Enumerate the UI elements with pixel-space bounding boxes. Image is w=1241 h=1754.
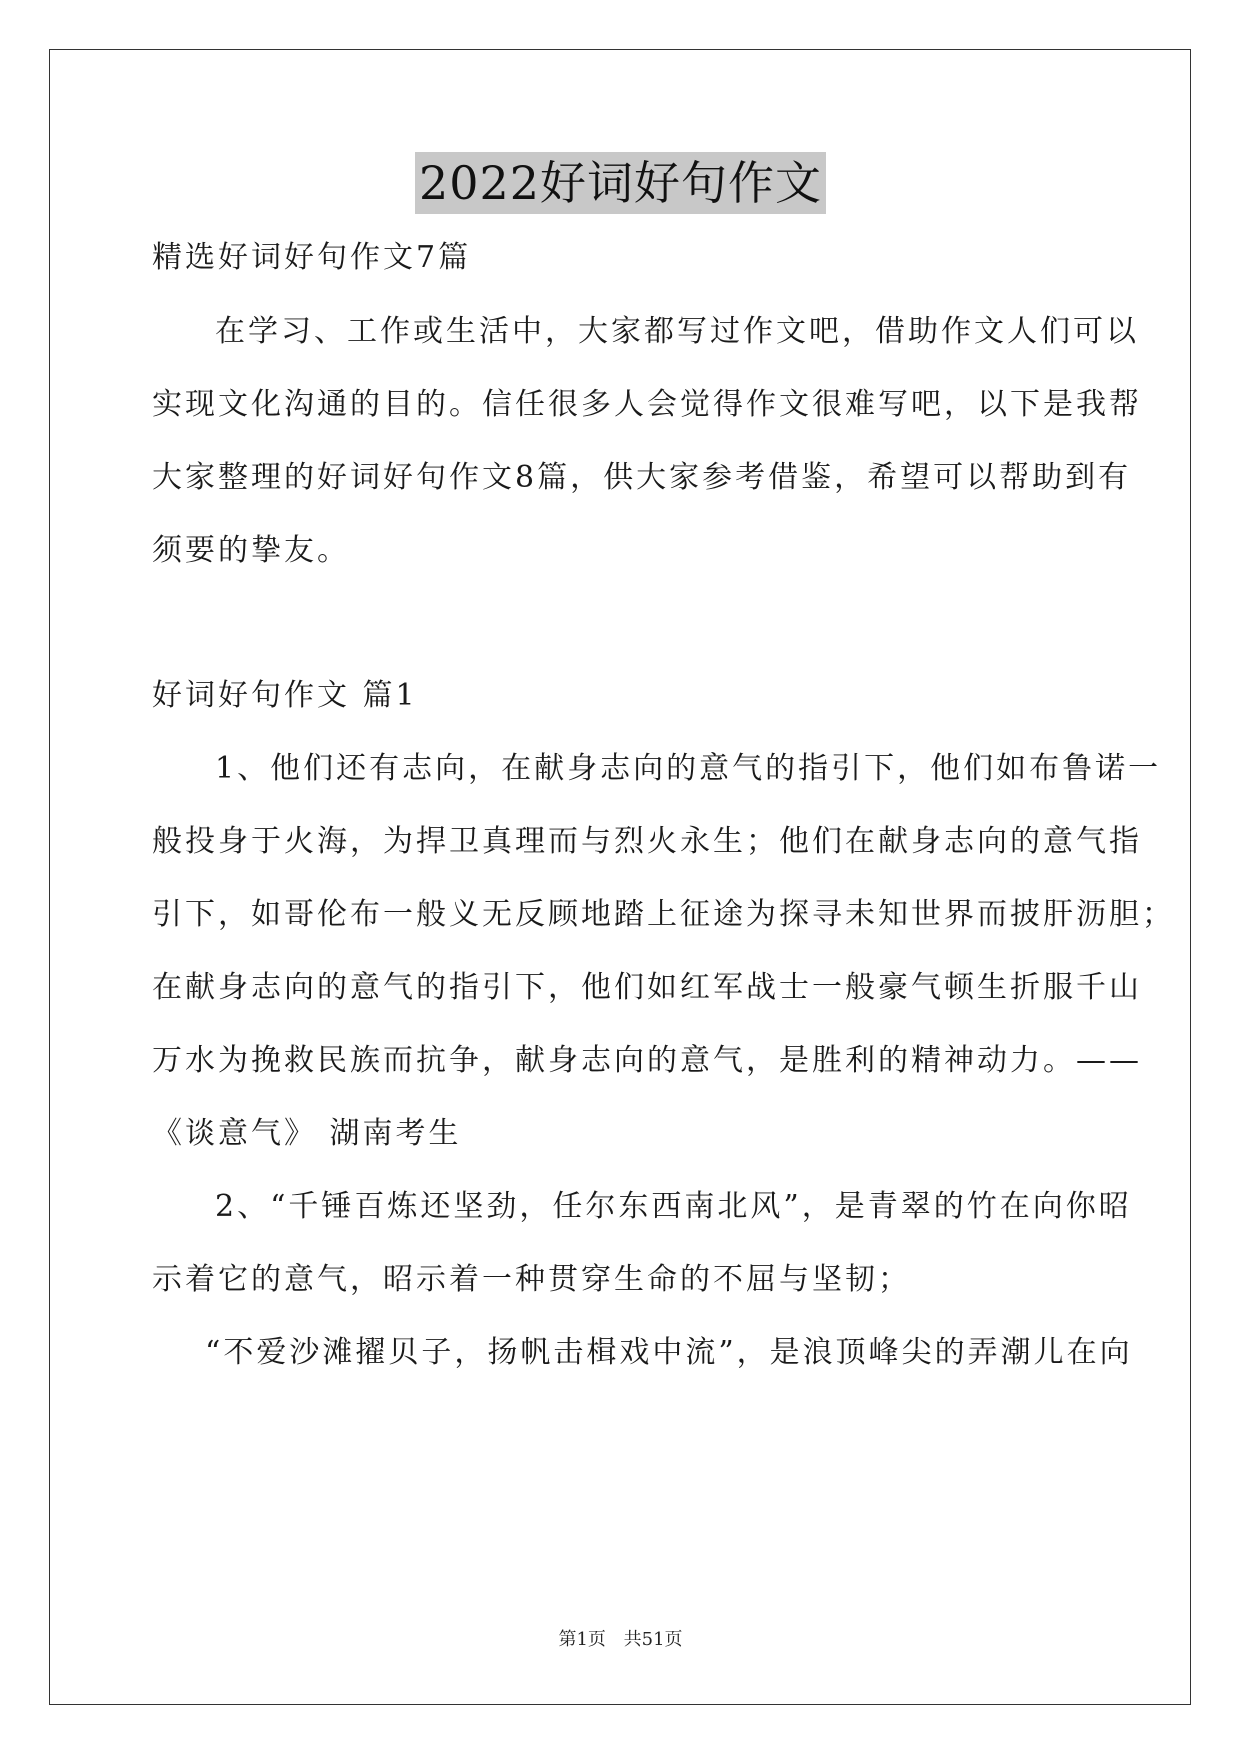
item2-line-2: 示着它的意气，昭示着一种贯穿生命的不屈与坚韧；: [152, 1262, 911, 1297]
item2-line-3: “不爱沙滩擢贝子，扬帆击楫戏中流”，是浪顶峰尖的弄潮儿在向: [205, 1335, 1133, 1370]
section-heading: 好词好句作文 篇1: [152, 678, 418, 713]
item1-line-6: 《谈意气》 湖南考生: [152, 1116, 462, 1151]
document-subtitle: 精选好词好句作文7篇: [152, 240, 472, 275]
item1-line-3: 引下，如哥伦布一般义无反顾地踏上征途为探寻未知世界而披肝沥胆；: [152, 897, 1175, 932]
item2-line-1: 2、“千锤百炼还坚劲，任尔东西南北风”，是青翠的竹在向你昭: [215, 1189, 1132, 1224]
intro-line-4: 须要的挚友。: [152, 533, 350, 568]
title-container: [0, 152, 1241, 214]
page-footer: [0, 1628, 1241, 1652]
intro-line-3: 大家整理的好词好句作文8篇，供大家参考借鉴，希望可以帮助到有: [152, 460, 1132, 495]
page-border: [49, 49, 1191, 1705]
item1-line-2: 般投身于火海，为捍卫真理而与烈火永生；他们在献身志向的意气指: [152, 824, 1142, 859]
document-title: 2022好词好句作文: [415, 152, 826, 214]
intro-line-1: 在学习、工作或生活中，大家都写过作文吧，借助作文人们可以: [215, 314, 1139, 349]
page-number: 第1页: [558, 1629, 606, 1650]
page-total: 共51页: [623, 1629, 683, 1650]
item1-line-4: 在献身志向的意气的指引下，他们如红军战士一般豪气顿生折服千山: [152, 970, 1142, 1005]
item1-line-5: 万水为挽救民族而抗争，献身志向的意气，是胜利的精神动力。——: [152, 1043, 1142, 1078]
item1-line-1: 1、他们还有志向，在献身志向的意气的指引下，他们如布鲁诺一: [215, 751, 1162, 786]
intro-line-2: 实现文化沟通的目的。信任很多人会觉得作文很难写吧，以下是我帮: [152, 387, 1142, 422]
